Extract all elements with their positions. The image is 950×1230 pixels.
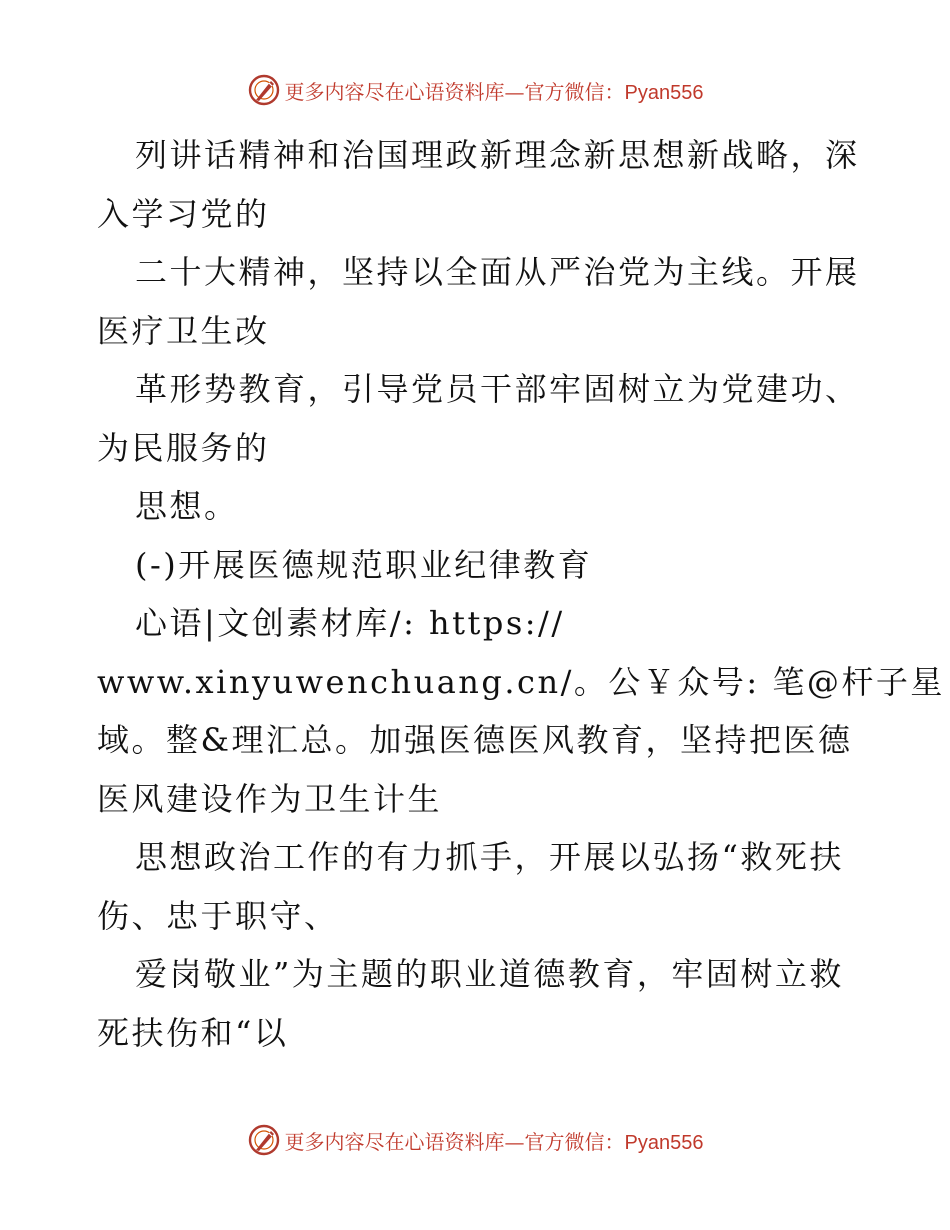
header-banner-text: 更多内容尽在心语资料库—官方微信：Pyan556 [284, 79, 704, 104]
text-line: 医疗卫生改 [97, 311, 270, 350]
url-line: www.xinyuwenchuang.cn/。公￥众号: 笔@杆子星 [97, 662, 945, 701]
footer-banner-text: 更多内容尽在心语资料库—官方微信：Pyan556 [284, 1129, 704, 1154]
text-line: 伤、忠于职守、 [97, 896, 339, 935]
quill-logo-icon [247, 1123, 281, 1157]
text-line: 为民服务的 [97, 428, 270, 467]
header-banner [0, 70, 950, 110]
text-line: 革形势教育，引导党员干部牢固树立为党建功、 [135, 370, 860, 408]
text-line: 入学习党的 [97, 194, 270, 233]
text-line: 域。整&理汇总。加强医德医风教育，坚持把医德 [97, 721, 853, 759]
text-line: 二十大精神，坚持以全面从严治党为主线。开展 [135, 253, 860, 291]
text-line: 思想政治工作的有力抓手，开展以弘扬“救死扶 [135, 838, 844, 876]
text-line: 思想。 [135, 487, 239, 525]
text-line: 医风建设作为卫生计生 [97, 779, 443, 818]
text-line: 列讲话精神和治国理政新理念新思想新战略，深 [135, 136, 860, 174]
quill-logo-icon [247, 73, 281, 107]
section-heading: (-)开展医德规范职业纪律教育 [135, 545, 593, 584]
text-line: 心语|文创素材库/: https:// [135, 604, 565, 642]
document-body [97, 126, 945, 1062]
text-line: 爱岗敬业”为主题的职业道德教育，牢固树立救 [135, 955, 844, 993]
text-line: 死扶伤和“以 [97, 1013, 289, 1052]
footer-banner [0, 1120, 950, 1160]
